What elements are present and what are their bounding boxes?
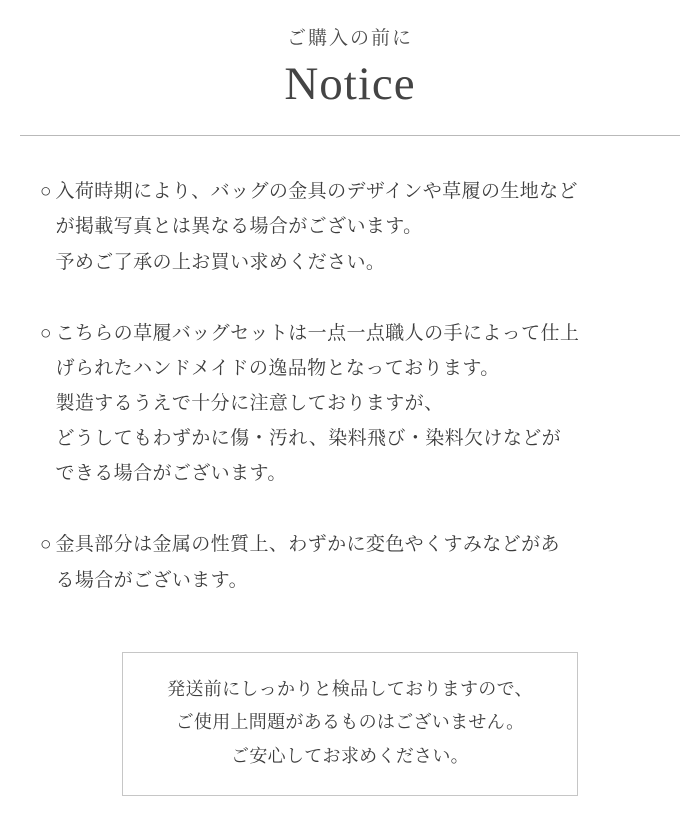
notice-line: 入荷時期により、バッグの金具のデザインや草履の生地など <box>55 181 578 203</box>
notice-line: こちらの草履バッグセットは一点一点職人の手によって仕上 <box>55 322 580 344</box>
notice-line: 予めご了承の上お買い求めください。 <box>55 251 386 273</box>
header-kicker: ご購入の前に <box>286 28 413 49</box>
notice-line: 製造するうえで十分に注意しておりますが、 <box>55 393 444 415</box>
notice-item <box>40 316 660 492</box>
notice-content <box>40 136 660 597</box>
notice-item <box>40 174 660 279</box>
bullet-icon: ○ <box>40 534 52 556</box>
bullet-icon: ○ <box>40 181 52 203</box>
notice-line: が掲載写真とは異なる場合がございます。 <box>55 216 423 238</box>
notice-line: どうしてもわずかに傷・汚れ、染料飛び・染料欠けなどが <box>55 428 562 450</box>
notice-line: げられたハンドメイドの逸品物となっております。 <box>55 357 500 379</box>
notice-line: 金具部分は金属の性質上、わずかに変色やくすみなどがあ <box>55 534 560 556</box>
notice-line: できる場合がございます。 <box>55 463 287 485</box>
page-title: Notice <box>284 57 416 110</box>
notice-item-text <box>55 527 660 597</box>
notice-item-text <box>55 174 660 279</box>
page-header <box>0 0 700 113</box>
bullet-icon: ○ <box>40 322 52 344</box>
assurance-line: 発送前にしっかりと検品しておりますので、 <box>167 679 533 699</box>
notice-item <box>40 527 660 597</box>
notice-item-text <box>55 316 660 492</box>
assurance-line: ご安心してお求めください。 <box>231 745 469 766</box>
assurance-box <box>122 652 578 796</box>
assurance-line: ご使用上問題があるものはございません。 <box>175 712 525 733</box>
notice-line: る場合がございます。 <box>55 569 248 591</box>
